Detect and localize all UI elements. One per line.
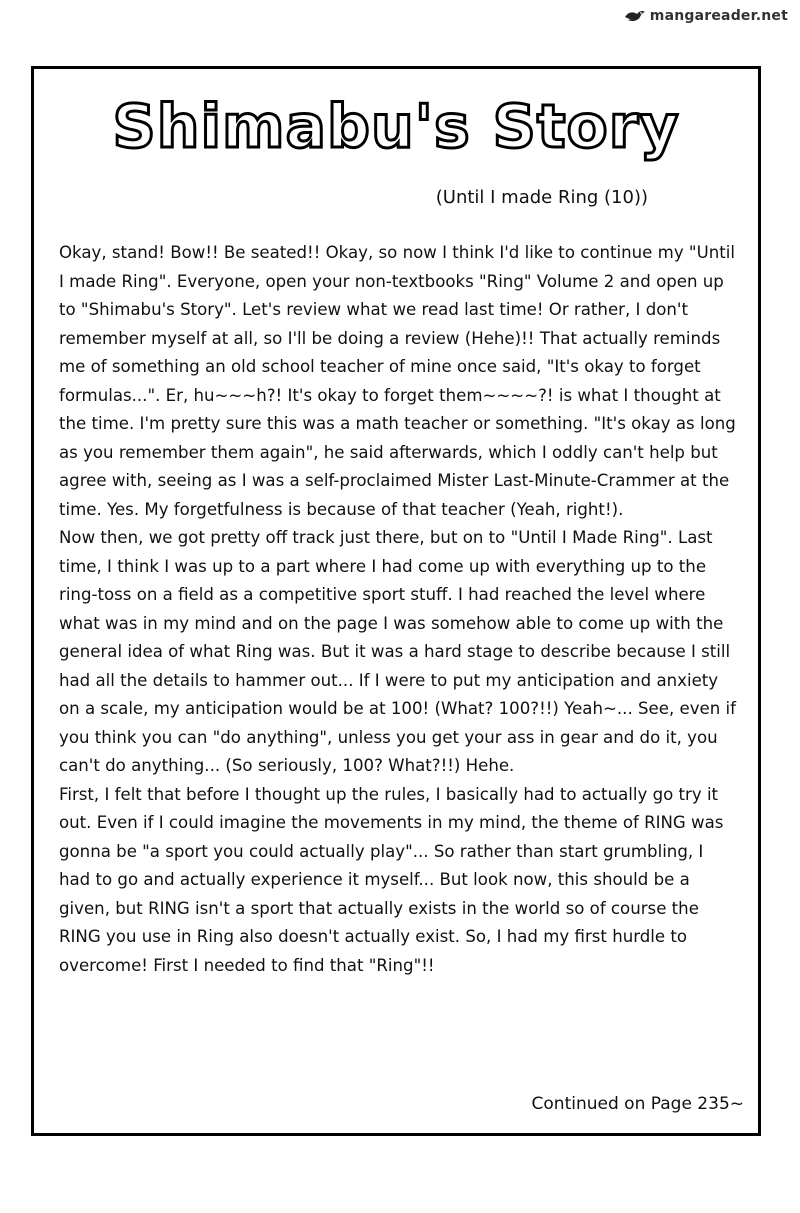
watermark: [624, 8, 788, 24]
watermark-text: mangareader.net: [649, 8, 788, 24]
text-panel: [31, 66, 761, 1136]
paragraph: Now then, we got pretty off track just there, but on to "Until I Made Ring". Last time, I think I was up to a part where I had come up with everything up to the ring-toss on a field as a competitive sport stuff. I had reached the level where what was in my mind and on the page I was somehow able to come up with the general idea of what Ring was. But it was a hard stage to describe because I still had all the details to hammer out... If I were to put my anticipation and anxiety on a scale, my anticipation would be at 100! (What? 100?!!) Yeah~... See, even if you think you can "do anything", unless you get your ass in gear and do it, you can't do anything... (So seriously, 100? What?!!) Hehe.: [59, 528, 736, 775]
paragraph: Okay, stand! Bow!! Be seated!! Okay, so now I think I'd like to continue my "Until I made Ring". Everyone, open your non-textbooks "Ring" Volume 2 and open up to "Shimabu's Story". Let's review what we read last time! Or rather, I don't remember myself at all, so I'll be doing a review (Hehe)!! That actually reminds me of something an old school teacher of mine once said, "It's okay to forget formulas...". Er, hu~~~h?! It's okay to forget them~~~~?! is what I thought at the time. I'm pretty sure this was a math teacher or something. "It's okay as long as you remember them again", he said afterwards, which I oddly can't help but agree with, seeing as I was a self-proclaimed Mister Last-Minute-Crammer at the time. Yes. My forgetfulness is because of that teacher (Yeah, right!).: [59, 243, 736, 519]
bird-logo-icon: [624, 8, 646, 24]
page-title: Shimabu's Story: [112, 92, 680, 162]
page-subtitle: (Until I made Ring (10)): [435, 187, 648, 208]
paragraph: First, I felt that before I thought up the rules, I basically had to actually go try it out. Even if I could imagine the movements in my mind, the theme of RING was gonna be "a sport you could actually play"... So rather than start grumbling, I had to go and actually experience it myself... But look now, this should be a given, but RING isn't a sport that actually exists in the world so of course the RING you use in Ring also doesn't actually exist. So, I had my first hurdle to overcome! First I needed to find that "Ring"!!: [59, 784, 724, 975]
story-body: [59, 239, 736, 980]
continued-note: Continued on Page 235~: [531, 1094, 744, 1114]
